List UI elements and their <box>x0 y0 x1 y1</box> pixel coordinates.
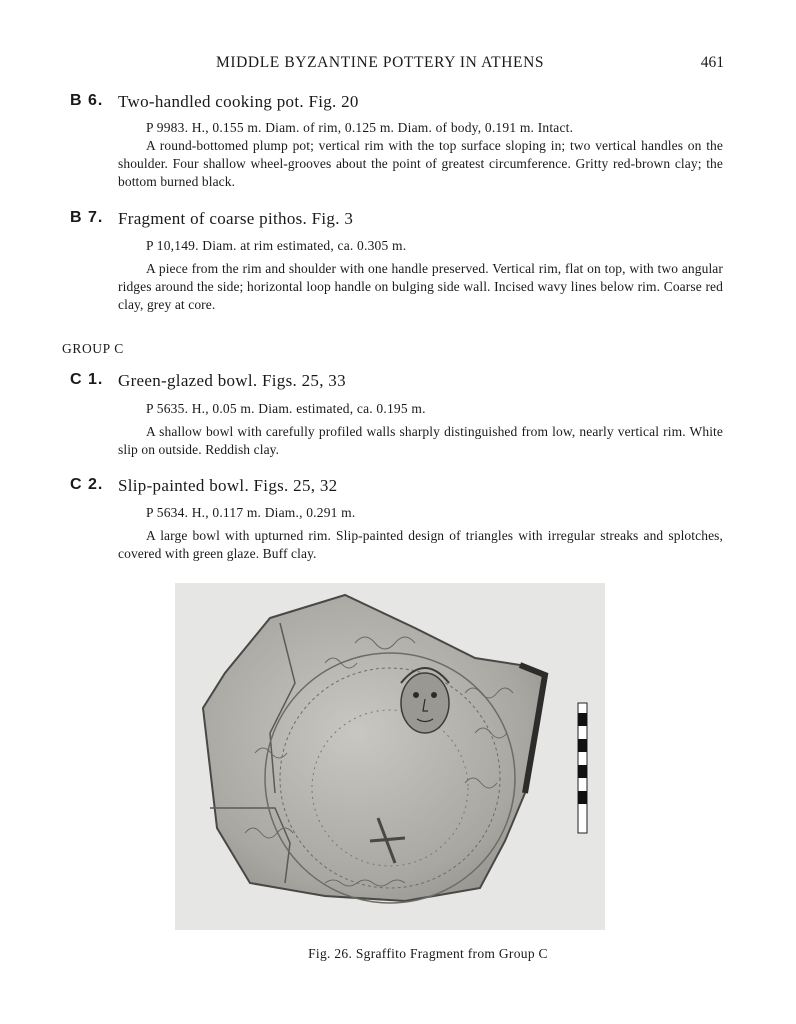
entry-title: Green-glazed bowl. Figs. 25, 33 <box>118 371 346 390</box>
entry-meta: P 10,149. Diam. at rim estimated, ca. 0.305 m. <box>146 238 407 253</box>
figure-photo <box>175 583 605 930</box>
group-label: GROUP C <box>62 341 124 356</box>
sgraffito-fragment-image <box>175 583 605 930</box>
scale-bar <box>578 703 587 833</box>
entry-id: C 2. <box>70 476 104 493</box>
entry-title: Two-handled cooking pot. Fig. 20 <box>118 92 359 111</box>
entry-title: Fragment of coarse pithos. Fig. 3 <box>118 209 354 228</box>
figure-caption <box>0 946 796 962</box>
entry-id: B 6. <box>70 92 104 109</box>
entry-description: A shallow bowl with carefully profiled walls sharply distinguished from low, nearly vertical rim. White slip on outside. Reddish clay. <box>118 424 723 457</box>
entry-id: B 7. <box>70 209 104 226</box>
entry-description: A round-bottomed plump pot; vertical rim with the top surface sloping in; two vertical handles on the shoulder. Four shallow wheel-grooves about the point of greatest circumference. Gritty red-brown clay; the bottom burned black. <box>118 138 723 189</box>
entry-title: Slip-painted bowl. Figs. 25, 32 <box>118 476 338 495</box>
entry-meta: P 5635. H., 0.05 m. Diam. estimated, ca. 0.195 m. <box>146 401 426 416</box>
entry-meta: P 9983. H., 0.155 m. Diam. of rim, 0.125 m. Diam. of body, 0.191 m. Intact. <box>146 120 574 135</box>
page-number: 461 <box>700 54 724 71</box>
sherd-outline <box>203 595 545 901</box>
entry-id: C 1. <box>70 371 104 388</box>
entry-description: A piece from the rim and shoulder with one handle preserved. Vertical rim, flat on top, with two angular ridges around the side; horizontal loop handle on bulging side wall. Incised wavy lines below rim. Coarse red clay, grey at core. <box>118 261 723 312</box>
figure-caption-text: Fig. 26. Sgraffito Fragment from Group C <box>308 946 548 961</box>
running-head <box>0 54 796 78</box>
entry-meta: P 5634. H., 0.117 m. Diam., 0.291 m. <box>146 505 356 520</box>
entry-description: A large bowl with upturned rim. Slip-painted design of triangles with irregular streaks and splotches, covered with green glaze. Buff clay. <box>118 528 723 561</box>
running-title: MIDDLE BYZANTINE POTTERY IN ATHENS <box>216 54 545 71</box>
